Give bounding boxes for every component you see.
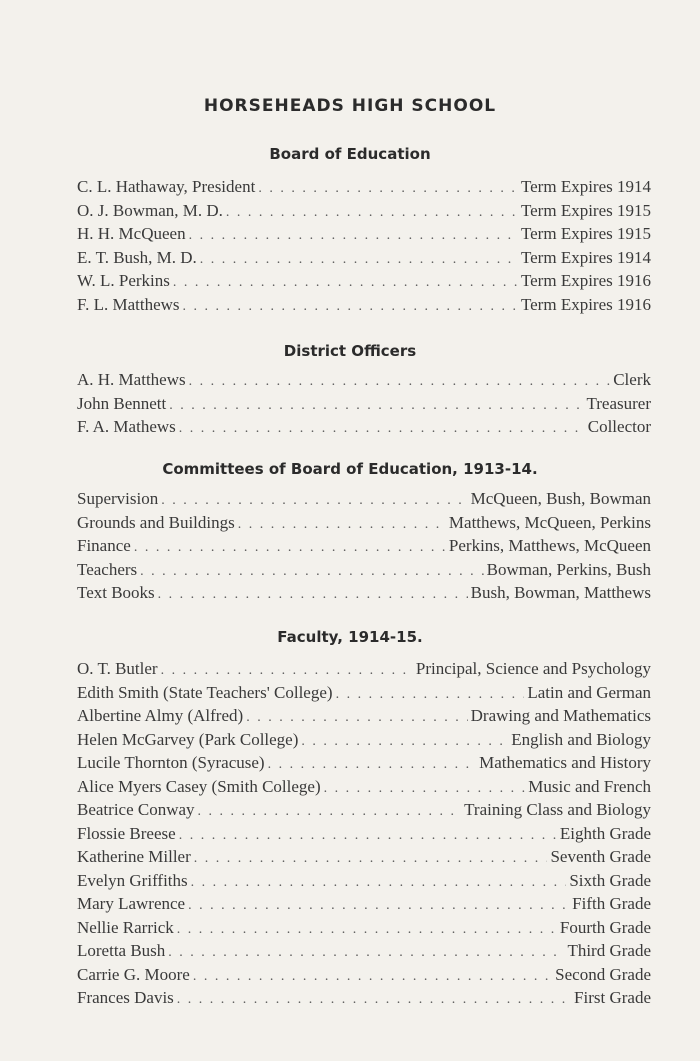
list-item <box>77 295 651 319</box>
member-name: E. T. Bush, M. D. <box>77 247 197 267</box>
list-item <box>77 177 651 201</box>
leader-dots <box>161 663 413 679</box>
board-heading: Board of Education <box>269 145 431 163</box>
leader-dots <box>200 252 518 268</box>
faculty-subject: Music and French <box>528 776 651 796</box>
committee-name: Text Books <box>77 583 155 602</box>
faculty-name: Alice Myers Casey (Smith College) <box>77 776 321 796</box>
faculty-name: Edith Smith (State Teachers' College) <box>77 682 333 702</box>
leader-dots <box>188 898 569 914</box>
faculty-subject: Second Grade <box>555 964 651 984</box>
leader-dots <box>268 757 477 773</box>
officer-role: Treasurer <box>586 393 651 413</box>
leader-dots <box>140 564 484 580</box>
list-item <box>77 583 651 607</box>
committee-name: Supervision <box>77 489 159 508</box>
leader-dots <box>238 517 446 533</box>
faculty-name: Mary Lawrence <box>77 894 186 913</box>
list-item <box>77 489 651 513</box>
faculty-name: Katherine Miller <box>77 847 191 866</box>
leader-dots <box>301 734 508 750</box>
leader-dots <box>179 828 557 844</box>
list-item <box>77 536 651 560</box>
list-item <box>77 271 651 295</box>
committee-members: Bush, Bowman, Matthews <box>470 583 651 602</box>
faculty-subject: Third Grade <box>567 941 651 960</box>
committee-members: Perkins, Matthews, McQueen <box>448 536 651 555</box>
leader-dots <box>177 992 571 1008</box>
committee-members: Bowman, Perkins, Bush <box>486 559 651 579</box>
list-item <box>77 201 651 225</box>
committee-name: Finance <box>77 536 131 555</box>
faculty-subject: Mathematics and History <box>479 753 651 772</box>
faculty-subject: Training Class and Biology <box>464 800 651 819</box>
leader-dots <box>183 299 518 315</box>
leader-dots <box>173 275 518 291</box>
list-item <box>77 988 651 1012</box>
leader-dots <box>189 374 611 390</box>
leader-dots <box>324 781 526 797</box>
term-expiry: Term Expires 1914 <box>520 177 651 196</box>
list-item <box>77 659 651 683</box>
list-item <box>77 847 651 871</box>
term-expiry: Term Expires 1916 <box>520 271 651 290</box>
member-name: C. L. Hathaway, President <box>77 177 256 196</box>
leader-dots <box>246 710 467 726</box>
officer-name: John Bennett <box>77 393 167 413</box>
leader-dots <box>226 205 518 221</box>
faculty-name: Flossie Breese <box>77 823 176 843</box>
leader-dots <box>336 687 525 703</box>
faculty-name: Evelyn Griffiths <box>77 870 188 890</box>
committees-list <box>77 489 651 607</box>
officer-role: Clerk <box>613 370 651 389</box>
faculty-list <box>77 659 651 1012</box>
list-item <box>77 370 651 394</box>
committee-members: McQueen, Bush, Bowman <box>470 489 651 508</box>
leader-dots <box>194 851 548 867</box>
faculty-subject: Latin and German <box>527 682 651 702</box>
faculty-subject: English and Biology <box>511 729 651 749</box>
committees-heading: Committees of Board of Education, 1913-14. <box>162 460 538 478</box>
list-item <box>77 706 651 730</box>
faculty-subject: Principal, Science and Psychology <box>415 659 651 678</box>
member-name: W. L. Perkins <box>77 271 170 290</box>
board-list <box>77 177 651 318</box>
list-item <box>77 224 651 248</box>
leader-dots <box>191 875 567 891</box>
leader-dots <box>189 228 518 244</box>
leader-dots <box>169 398 583 414</box>
page-title: HORSEHEADS HIGH SCHOOL <box>203 96 497 116</box>
list-item <box>77 941 651 965</box>
list-item <box>77 513 651 537</box>
leader-dots <box>258 181 518 197</box>
committee-name: Teachers <box>77 559 138 579</box>
list-item <box>77 777 651 801</box>
faculty-subject: Sixth Grade <box>569 870 651 890</box>
faculty-subject: Fifth Grade <box>572 894 651 913</box>
officer-name: F. A. Mathews <box>77 417 176 436</box>
list-item <box>77 683 651 707</box>
list-item <box>77 824 651 848</box>
list-item <box>77 417 651 441</box>
officers-heading: District Officers <box>283 342 417 360</box>
term-expiry: Term Expires 1915 <box>520 224 651 243</box>
faculty-name: Carrie G. Moore <box>77 964 190 984</box>
faculty-subject: First Grade <box>574 988 651 1007</box>
member-name: O. J. Bowman, M. D. <box>77 200 223 220</box>
list-item <box>77 394 651 418</box>
list-item <box>77 560 651 584</box>
officers-list <box>77 370 651 441</box>
committee-members: Matthews, McQueen, Perkins <box>448 512 651 532</box>
faculty-heading: Faculty, 1914-15. <box>277 628 423 646</box>
faculty-name: Helen McGarvey (Park College) <box>77 729 299 749</box>
member-name: F. L. Matthews <box>77 294 180 314</box>
leader-dots <box>134 540 446 556</box>
list-item <box>77 894 651 918</box>
faculty-name: Beatrice Conway <box>77 800 195 819</box>
officer-name: A. H. Matthews <box>77 370 186 389</box>
list-item <box>77 965 651 989</box>
officer-role: Collector <box>587 417 651 436</box>
faculty-subject: Eighth Grade <box>559 823 651 843</box>
committee-name: Grounds and Buildings <box>77 512 235 532</box>
term-expiry: Term Expires 1915 <box>520 200 651 220</box>
term-expiry: Term Expires 1916 <box>520 294 651 314</box>
leader-dots <box>158 587 468 603</box>
leader-dots <box>179 421 585 437</box>
faculty-subject: Seventh Grade <box>550 847 651 866</box>
faculty-name: Lucile Thornton (Syracuse) <box>77 753 265 772</box>
leader-dots <box>161 493 467 509</box>
faculty-name: Albertine Almy (Alfred) <box>77 706 244 725</box>
leader-dots <box>193 969 552 985</box>
list-item <box>77 753 651 777</box>
faculty-subject: Drawing and Mathematics <box>470 706 651 725</box>
leader-dots <box>177 922 557 938</box>
list-item <box>77 248 651 272</box>
list-item <box>77 871 651 895</box>
member-name: H. H. McQueen <box>77 224 186 243</box>
leader-dots <box>198 804 462 820</box>
list-item <box>77 730 651 754</box>
list-item <box>77 918 651 942</box>
term-expiry: Term Expires 1914 <box>520 247 651 267</box>
leader-dots <box>168 945 564 961</box>
list-item <box>77 800 651 824</box>
faculty-name: Loretta Bush <box>77 941 166 960</box>
faculty-name: O. T. Butler <box>77 659 158 678</box>
faculty-subject: Fourth Grade <box>559 917 651 937</box>
faculty-name: Nellie Rarrick <box>77 917 174 937</box>
faculty-name: Frances Davis <box>77 988 174 1007</box>
